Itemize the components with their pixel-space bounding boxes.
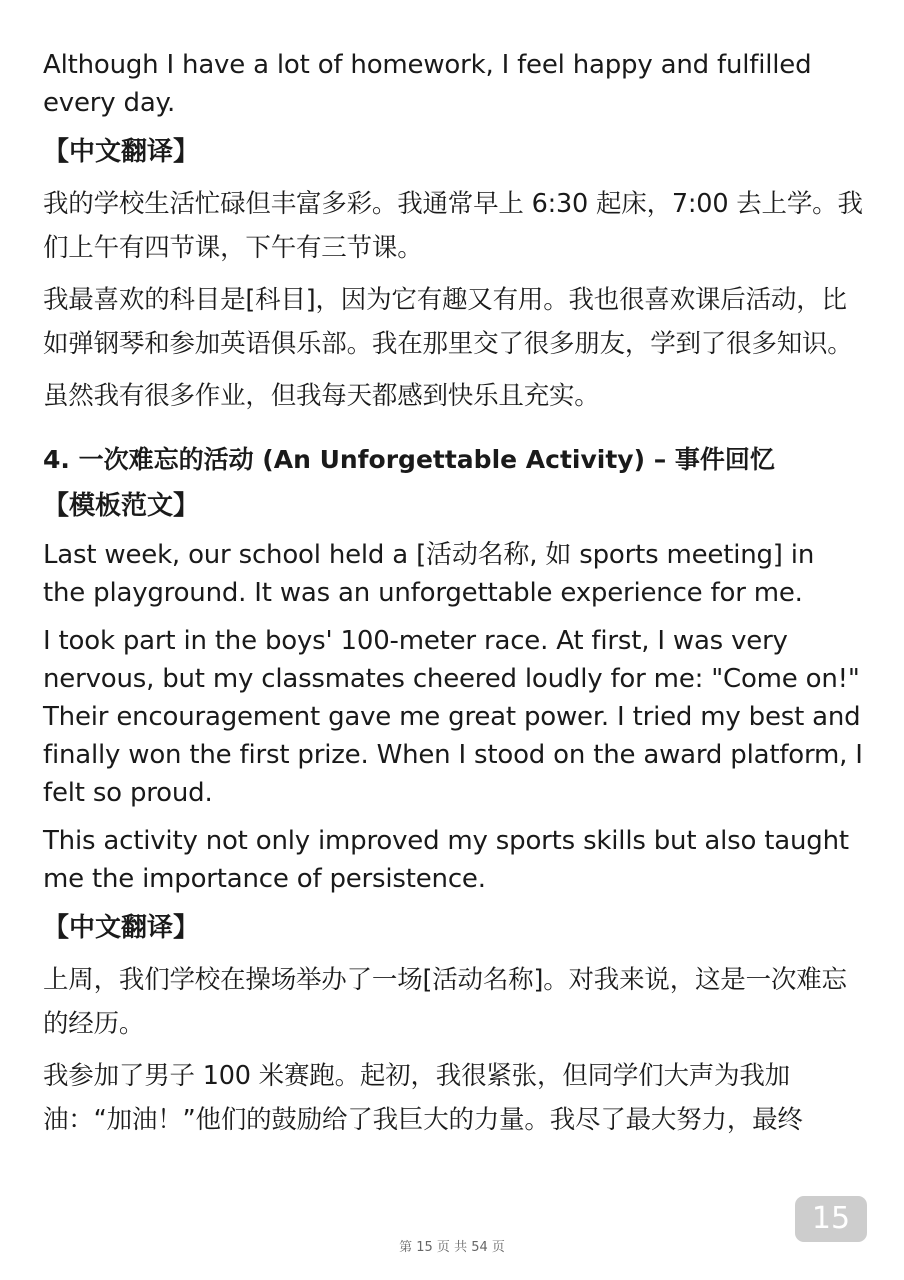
english-paragraph-homework: Although I have a lot of homework, I feel happy and fulfilled every day. (43, 50, 812, 118)
english-paragraph-conclusion: This activity not only improved my sports skills but also taught me the importance of persistence. (43, 826, 849, 894)
page-number-badge: 15 (795, 1196, 867, 1242)
chinese-paragraph-homework: 虽然我有很多作业，但我每天都感到快乐且充实。 (43, 381, 600, 411)
chinese-translation-heading-2: 【中文翻译】 (43, 913, 200, 943)
chinese-paragraph-daily-routine: 我的学校生活忙碌但丰富多彩。我通常早上 6:30 起床，7:00 去上学。我们上午有四节课，下午有三节课。 (43, 189, 863, 263)
template-essay-heading: 【模板范文】 (43, 491, 200, 521)
chinese-paragraph-activity-intro: 上周，我们学校在操场举办了一场[活动名称]。对我来说，这是一次难忘的经历。 (43, 965, 847, 1039)
chinese-translation-heading: 【中文翻译】 (43, 137, 200, 167)
chinese-paragraph-race: 我参加了男子 100 米赛跑。起初，我很紧张，但同学们大声为我加油：“加油！”他们的鼓励给了我巨大的力量。我尽了最大努力，最终 (43, 1061, 803, 1135)
english-paragraph-race: I took part in the boys' 100-meter race. At first, I was very nervous, but my classmates cheered loudly for me: "Come on!" Their encouragement gave me great power. I tried my best and finally won the first prize. When I stood on the award platform, I felt so proud. (43, 626, 863, 808)
document-body (43, 46, 863, 1150)
page-footer: 第 15 页 共 54 页 (399, 1240, 505, 1255)
section-4-title: 4. 一次难忘的活动 (An Unforgettable Activity) – 事件回忆 (43, 445, 775, 474)
english-paragraph-activity-intro: Last week, our school held a [活动名称, 如 sports meeting] in the playground. It was an unforgettable experience for me. (43, 540, 815, 608)
chinese-paragraph-favorite-subject: 我最喜欢的科目是[科目]，因为它有趣又有用。我也很喜欢课后活动，比如弹钢琴和参加英语俱乐部。我在那里交了很多朋友，学到了很多知识。 (43, 285, 853, 359)
